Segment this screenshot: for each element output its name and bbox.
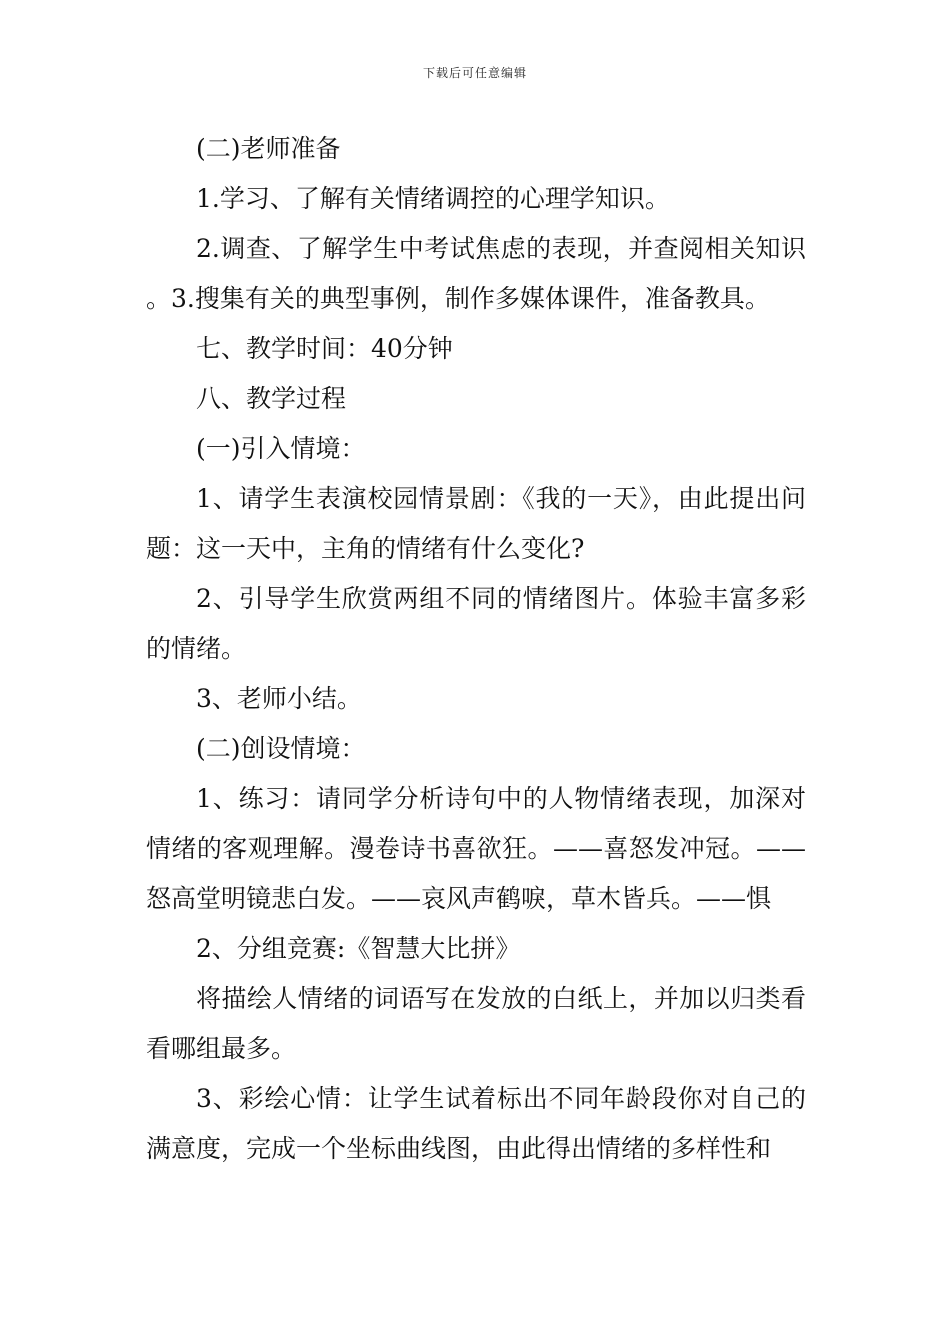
paragraph-intro-item-1: 1、请学生表演校园情景剧：《我的一天》，由此提出问题：这一天中，主角的情绪有什么变化? [146,484,806,563]
paragraph-create-item-2: 2、分组竞赛:《智慧大比拼》 [196,934,521,963]
paragraph-teaching-process-heading: 八、教学过程 [196,384,347,413]
page-header: 下载后可任意编辑 [422,66,527,80]
paragraph-intro-item-3: 3、老师小结。 [196,684,362,713]
paragraph-create-item-3: 3、彩绘心情：让学生试着标出不同年龄段你对自己的满意度，完成一个坐标曲线图，由此得出情绪的多样性和 [146,1084,806,1163]
paragraph-create-situation-heading: (二)创设情境： [196,734,366,763]
paragraph-create-item-1: 1、练习：请同学分析诗句中的人物情绪表现，加深对情绪的客观理解。漫卷诗书喜欲狂。——喜怒发冲冠。——怒高堂明镜悲白发。——哀风声鹤唳，草木皆兵。——惧 [146,784,806,913]
paragraph-intro-item-2: 2、引导学生欣赏两组不同的情绪图片。体验丰富多彩的情绪。 [146,584,806,663]
document-body [146,124,806,1174]
paragraph-create-item-2-detail: 将描绘人情绪的词语写在发放的白纸上，并加以归类看看哪组最多。 [146,984,806,1063]
paragraph-prep-item-1: 1.学习、了解有关情绪调控的心理学知识。 [196,184,670,213]
paragraph-intro-situation-heading: (一)引入情境： [196,434,366,463]
paragraph-teacher-prep-heading: (二)老师准备 [196,134,341,163]
paragraph-teaching-time: 七、教学时间：40分钟 [196,334,453,363]
paragraph-prep-item-2-3: 2.调查、了解学生中考试焦虑的表现，并查阅相关知识。3.搜集有关的典型事例，制作多媒体课件，准备教具。 [146,234,806,313]
